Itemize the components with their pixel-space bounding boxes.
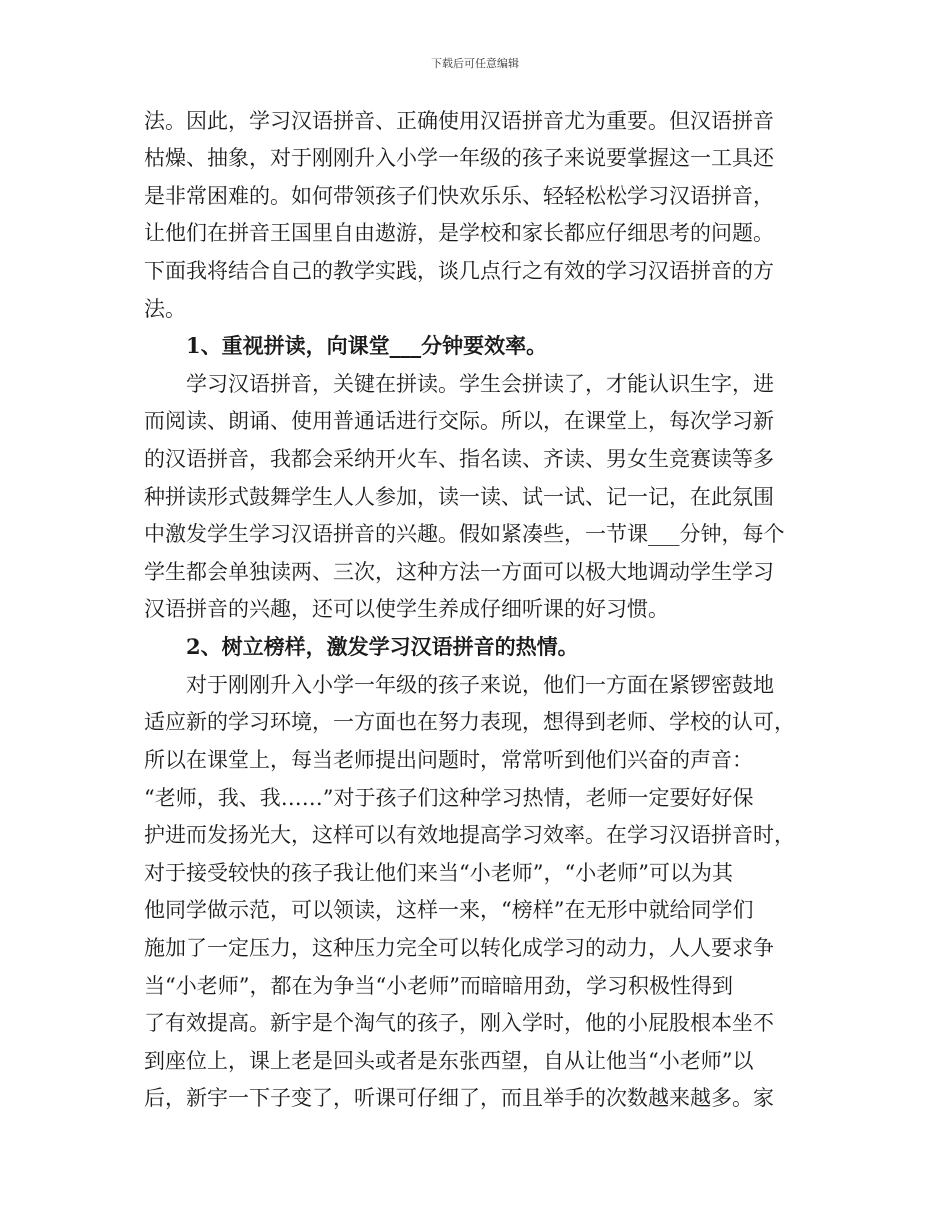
section-heading-1: 1、重视拼读，向课堂___分钟要效率。 xyxy=(186,333,548,358)
paragraph-line: 对于刚刚升入小学一年级的孩子来说，他们一方面在紧锣密鼓地 xyxy=(186,673,774,697)
paragraph-line: 学习汉语拼音，关键在拼读。学生会拼读了，才能认识生字，进 xyxy=(186,372,774,396)
paragraph-line: 学生都会单独读两、三次，这种方法一方面可以极大地调动学生学习 xyxy=(144,560,774,584)
paragraph-line: 适应新的学习环境，一方面也在努力表现，想得到老师、学校的认可， xyxy=(144,710,795,734)
section-heading-2: 2、树立榜样，激发学习汉语拼音的热情。 xyxy=(186,634,579,659)
paragraph-line: 的汉语拼音，我都会采纳开火车、指名读、齐读、男女生竞赛读等多 xyxy=(144,447,774,471)
paragraph-line: 当“小老师”，都在为争当“小老师”而暗暗用劲，学习积极性得到 xyxy=(144,974,733,998)
paragraph-line: 后，新宇一下子变了，听课可仔细了，而且举手的次数越来越多。家 xyxy=(144,1086,774,1110)
paragraph-line: 汉语拼音的兴趣，还可以使学生养成仔细听课的好习惯。 xyxy=(144,597,669,621)
paragraph-line: 所以在课堂上，每当老师提出问题时，常常听到他们兴奋的声音： xyxy=(144,748,753,772)
paragraph-line: 枯燥、抽象，对于刚刚升入小学一年级的孩子来说要掌握这一工具还 xyxy=(144,146,774,170)
paragraph-line: 种拼读形式鼓舞学生人人参加，读一读、试一试、记一记，在此氛围 xyxy=(144,485,774,509)
paragraph-line: 施加了一定压力，这种压力完全可以转化成学习的动力，人人要求争 xyxy=(144,936,774,960)
paragraph-line: 到座位上，课上老是回头或者是东张西望，自从让他当“小老师”以 xyxy=(144,1049,754,1073)
paragraph-line: 让他们在拼音王国里自由遨游，是学校和家长都应仔细思考的问题。 xyxy=(144,221,774,245)
page-header: 下载后可任意编辑 xyxy=(431,57,519,70)
paragraph-line: 中激发学生学习汉语拼音的兴趣。假如紧凑些，一节课___分钟，每个 xyxy=(144,522,785,546)
paragraph-line: 法。因此，学习汉语拼音、正确使用汉语拼音尤为重要。但汉语拼音 xyxy=(144,109,774,133)
paragraph-line: 对于接受较快的孩子我让他们来当“小老师”，“小老师”可以为其 xyxy=(144,861,733,885)
paragraph-line: 了有效提高。新宇是个淘气的孩子，刚入学时，他的小屁股根本坐不 xyxy=(144,1011,774,1035)
paragraph-line: 而阅读、朗诵、使用普通话进行交际。所以，在课堂上，每次学习新 xyxy=(144,409,774,433)
paragraph-line: 下面我将结合自己的教学实践，谈几点行之有效的学习汉语拼音的方 xyxy=(144,259,774,283)
paragraph-line: 是非常困难的。如何带领孩子们快欢乐乐、轻轻松松学习汉语拼音， xyxy=(144,184,774,208)
paragraph-line: “老师，我、我……”对于孩子们这种学习热情，老师一定要好好保 xyxy=(144,786,754,810)
paragraph-line: 护进而发扬光大，这样可以有效地提高学习效率。在学习汉语拼音时， xyxy=(144,823,795,847)
paragraph-line: 法。 xyxy=(144,297,186,321)
paragraph-line: 他同学做示范，可以领读，这样一来，“榜样”在无形中就给同学们 xyxy=(144,898,754,922)
